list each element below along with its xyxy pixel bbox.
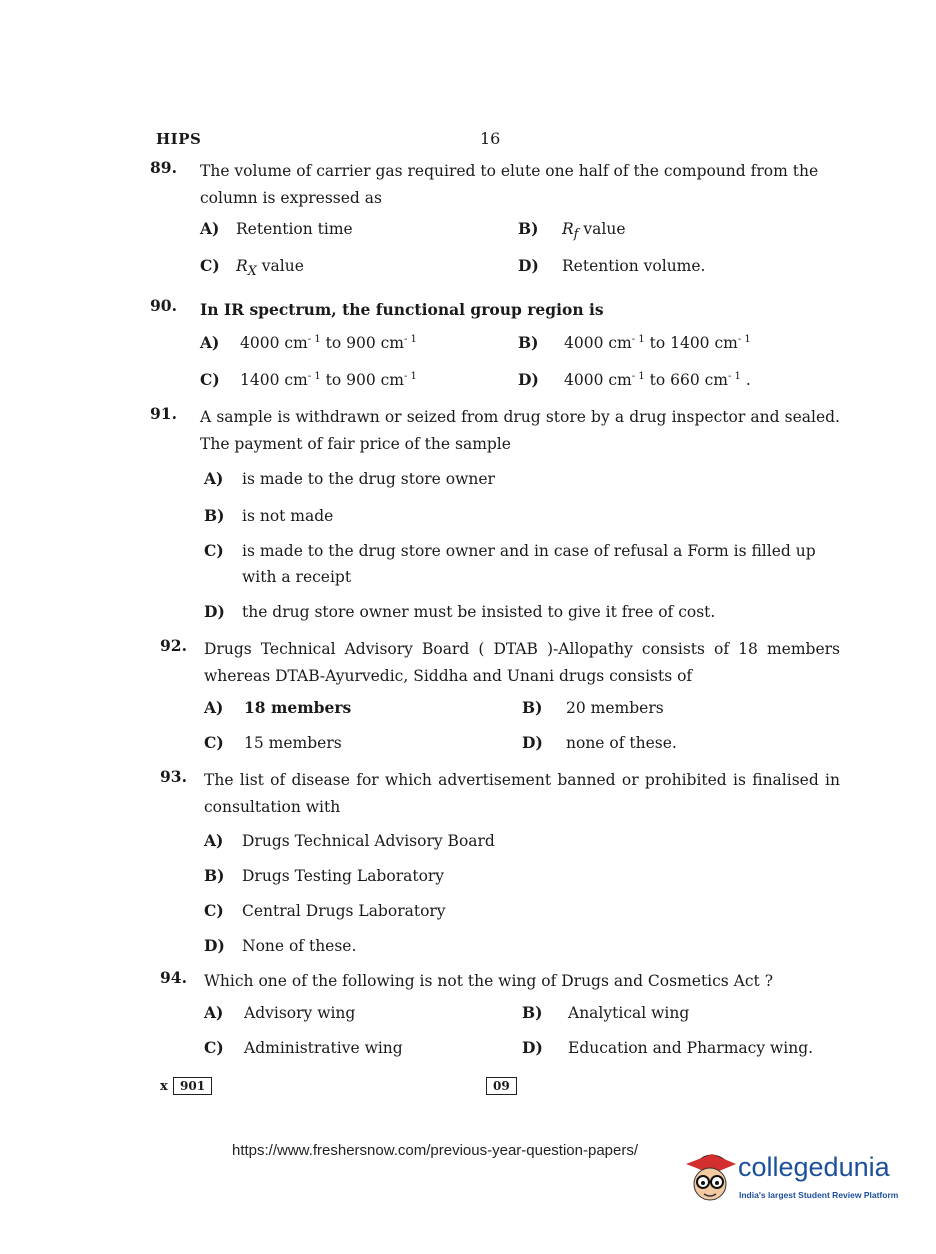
paper-code: HIPS (156, 130, 202, 148)
q94-option-d: D) Education and Pharmacy wing. (522, 1038, 814, 1057)
question-89 (150, 158, 840, 212)
question-stem: In IR spectrum, the functional group region is (200, 300, 604, 319)
q91-option-a: A) is made to the drug store owner (204, 469, 495, 488)
question-stem: The volume of carrier gas required to elute one half of the compound from the column is expressed as (200, 162, 819, 207)
question-number: 93. (160, 767, 187, 786)
booklet-code: 901 (173, 1077, 212, 1095)
q93-option-a: A) Drugs Technical Advisory Board (204, 831, 495, 850)
question-stem: A sample is withdrawn or seized from drug store by a drug inspector and sealed. The payment of fair price of the sample (200, 408, 840, 453)
q93-option-b: B) Drugs Testing Laboratory (204, 866, 445, 885)
mascot-icon (682, 1148, 738, 1212)
question-number: 91. (150, 404, 177, 423)
page-number: 16 (480, 129, 501, 148)
q89-option-c: C) $R_X$ value (200, 256, 304, 280)
q90-option-b: B) 4000 $cm^{- 1}$ to 1400 $cm^{- 1}$ (518, 333, 751, 352)
logo-wordmark: collegedunia (738, 1152, 890, 1182)
q93-option-c: C) Central Drugs Laboratory (204, 901, 446, 920)
q89-option-d: D) Retention volume. (518, 256, 706, 275)
q91-option-d: D) the drug store owner must be insisted to give it free of cost. (204, 602, 716, 621)
sheet-number: 09 (486, 1077, 517, 1095)
question-93 (150, 767, 840, 821)
q91-option-c: C) is made to the drug store owner and in case of refusal a Form is filled up with a receipt (204, 541, 816, 586)
question-number: 90. (150, 296, 177, 315)
question-92 (150, 636, 840, 690)
question-number: 89. (150, 158, 177, 177)
question-90 (150, 296, 840, 323)
q92-option-d: D) none of these. (522, 733, 677, 752)
q91-option-b: B) is not made (204, 506, 334, 525)
q92-option-c: C) 15 members (204, 733, 342, 752)
question-stem: Which one of the following is not the wing of Drugs and Cosmetics Act ? (204, 972, 774, 990)
footer-mark: x (160, 1079, 168, 1094)
q90-option-c: C) 1400 $cm^{- 1}$ to 900 $cm^{- 1}$ (200, 370, 417, 389)
q89-option-a: A) Retention time (200, 219, 353, 238)
question-91 (150, 404, 840, 458)
question-stem: Drugs Technical Advisory Board ( DTAB )-Allopathy consists of 18 members whereas DTAB-Ayurvedic, Siddha and Unani drugs consists of (204, 640, 840, 685)
question-94 (150, 968, 840, 995)
q89-option-b: B) $R_f$ value (518, 219, 626, 243)
q92-option-a: A) 18 members (204, 698, 352, 717)
q94-option-c: C) Administrative wing (204, 1038, 403, 1057)
q92-option-b: B) 20 members (522, 698, 664, 717)
q90-option-a: A) 4000 $cm^{- 1}$ to 900 $cm^{- 1}$ (200, 333, 417, 352)
question-number: 92. (160, 636, 187, 655)
q90-option-d: D) 4000 $cm^{- 1}$ to 660 $cm^{- 1}$ . (518, 370, 751, 389)
source-url[interactable]: https://www.freshersnow.com/previous-year-question-papers/ (232, 1142, 639, 1159)
collegedunia-logo (682, 1148, 912, 1212)
question-stem: The list of disease for which advertisement banned or prohibited is finalised in consultation with (204, 771, 840, 816)
logo-tagline: India's largest Student Review Platform (739, 1190, 899, 1200)
question-number: 94. (160, 968, 187, 987)
q94-option-b: B) Analytical wing (522, 1003, 690, 1022)
q93-option-d: D) None of these. (204, 936, 357, 955)
q94-option-a: A) Advisory wing (204, 1003, 356, 1022)
